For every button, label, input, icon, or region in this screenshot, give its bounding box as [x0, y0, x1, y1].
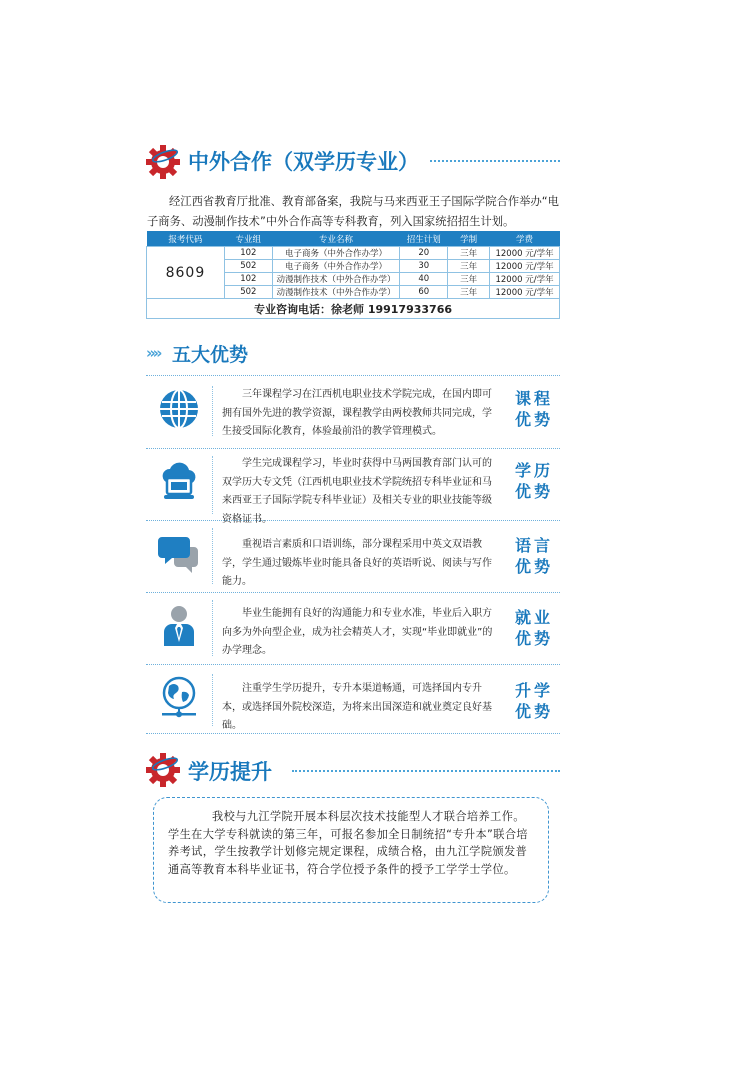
globe-icon: [158, 388, 200, 430]
gear-logo-icon: [143, 142, 183, 182]
cell-fee: 12000 元/学年: [490, 273, 560, 286]
cell-plan: 60: [400, 286, 448, 299]
cell-group: 102: [224, 273, 272, 286]
table-row: [147, 247, 560, 260]
tag-line: 学历: [514, 461, 553, 480]
cell-fee: 12000 元/学年: [490, 260, 560, 273]
cloud-computer-icon: [158, 460, 200, 502]
col-fee: 学费: [490, 231, 560, 247]
tag-line: 优势: [514, 702, 553, 721]
section-title-degree-upgrade: 学历提升: [188, 760, 272, 784]
tag-line: 课程: [514, 389, 553, 408]
col-plan: 招生计划: [400, 231, 448, 247]
divider: [212, 600, 213, 656]
divider: [146, 448, 560, 449]
divider: [212, 386, 213, 436]
cell-name: 动漫制作技术（中外合作办学）: [272, 273, 400, 286]
cell-plan: 20: [400, 247, 448, 260]
exam-code: 8609: [147, 247, 225, 299]
section-title-advantages: 五大优势: [172, 344, 249, 366]
advantage-tag-employment: [508, 607, 560, 649]
intro-paragraph: 经江西省教育厅批准、教育部备案，我院与马来西亚王子国际学院合作举办“电子商务、动漫制作技术”中外合作高等专科教育，列入国家统招招生计划。: [147, 195, 559, 228]
degree-upgrade-text: 我校与九江学院开展本科层次技术技能型人才联合培养工作。学生在大学专科就读的第三年，可报名参加全日制统招“专升本”联合培养考试，学生按教学计划修完规定课程，成绩合格，由九江学院颁发普通高等教育本科毕业证书，符合学位授予条件的授予工学学士学位。: [168, 810, 529, 876]
tag-line: 优势: [514, 410, 553, 429]
advantage-tag-course: [508, 388, 560, 430]
tag-line: 优势: [514, 557, 553, 576]
cell-years: 三年: [448, 286, 490, 299]
col-years: 学制: [448, 231, 490, 247]
cell-name: 动漫制作技术（中外合作办学）: [272, 286, 400, 299]
cell-years: 三年: [448, 273, 490, 286]
cell-group: 502: [224, 260, 272, 273]
divider: [146, 375, 560, 376]
advantage-tag-further-study: [508, 680, 560, 722]
divider: [292, 770, 560, 772]
divider: [146, 733, 560, 734]
cell-name: 电子商务（中外合作办学）: [272, 260, 400, 273]
cell-years: 三年: [448, 260, 490, 273]
tag-line: 语言: [514, 536, 553, 555]
tag-line: 就业: [514, 608, 553, 627]
advantage-text-employment: 毕业生能拥有良好的沟通能力和专业水准，毕业后入职方向多为外向型企业，成为社会精英人才，实现“毕业即就业”的办学理念。: [222, 608, 493, 656]
divider: [212, 456, 213, 514]
gear-logo-icon: [143, 750, 183, 790]
table-header: [147, 231, 560, 247]
col-name: 专业名称: [272, 231, 400, 247]
col-group: 专业组: [224, 231, 272, 247]
advantage-tag-language: [508, 535, 560, 577]
network-globe-icon: [158, 676, 200, 718]
cell-years: 三年: [448, 247, 490, 260]
advantage-text-degree: 学生完成课程学习，毕业时获得中马两国教育部门认可的双学历大专文凭（江西机电职业技术学院统招专科毕业证和马来西亚王子国际学院专科毕业证）及相关专业的职业技能等级资格证书。: [222, 458, 492, 525]
divider: [146, 592, 560, 593]
divider: [212, 674, 213, 726]
divider: [146, 520, 560, 521]
col-code: 报考代码: [147, 231, 225, 247]
tag-line: 升学: [514, 681, 553, 700]
tag-line: 优势: [514, 629, 553, 648]
chat-bubbles-icon: [158, 533, 200, 575]
table-row-phone: [147, 299, 560, 319]
cell-group: 502: [224, 286, 272, 299]
divider: [430, 160, 560, 162]
cell-fee: 12000 元/学年: [490, 286, 560, 299]
advantage-text-language: 重视语言素质和口语训练，部分课程采用中英文双语教学，学生通过锻炼毕业时能具备良好的英语听说、阅读与写作能力。: [222, 539, 492, 587]
section-title-cooperation: 中外合作（双学历专业）: [188, 150, 419, 174]
cell-plan: 40: [400, 273, 448, 286]
cell-name: 电子商务（中外合作办学）: [272, 247, 400, 260]
cell-group: 102: [224, 247, 272, 260]
advantage-text-course: 三年课程学习在江西机电职业技术学院完成，在国内即可拥有国外先进的教学资源，课程教学由两校教师共同完成，学生接受国际化教育，体验最前沿的教学管理模式。: [222, 389, 492, 437]
person-icon: [158, 604, 200, 646]
tag-line: 优势: [514, 482, 553, 501]
advantage-text-further-study: 注重学生学历提升，专升本渠道畅通，可选择国内专升本，或选择国外院校深造，为将来出国深造和就业奠定良好基础。: [222, 683, 492, 731]
divider: [212, 528, 213, 584]
cell-fee: 12000 元/学年: [490, 247, 560, 260]
advantage-tag-degree: [508, 460, 560, 502]
consult-phone: 专业咨询电话：徐老师 19917933766: [147, 299, 560, 319]
enrollment-table: [146, 231, 560, 319]
cell-plan: 30: [400, 260, 448, 273]
divider: [146, 664, 560, 665]
chevrons-icon: »»: [146, 344, 160, 362]
